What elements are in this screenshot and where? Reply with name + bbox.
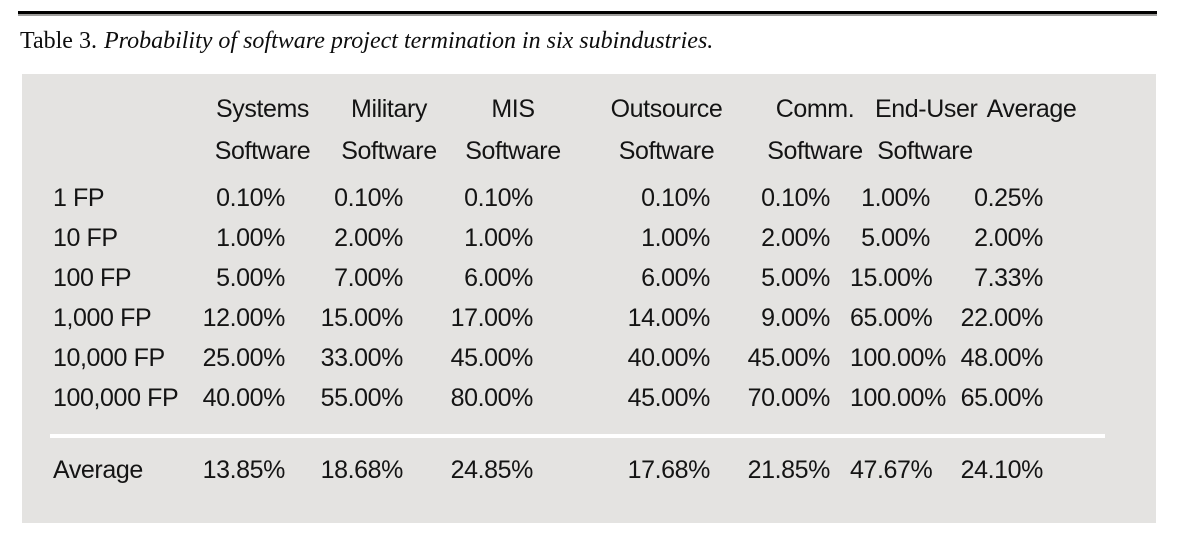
column-header-line2: Software xyxy=(341,137,437,165)
footer-cell: 17.68% xyxy=(627,456,710,484)
table-cell: 6.00% xyxy=(641,264,710,292)
table-cell: 33.00% xyxy=(320,344,403,372)
table-cell: 5.00% xyxy=(861,224,930,252)
column-header-line2: Software xyxy=(465,137,561,165)
row-label: 1 FP xyxy=(53,184,105,212)
table-cell: 100.00% xyxy=(850,384,946,412)
header-spacer xyxy=(22,88,170,172)
table-cell: 2.00% xyxy=(334,224,403,252)
caption-text: Probability of software project termination in six subindustries. xyxy=(103,28,714,54)
table-cell: 22.00% xyxy=(960,304,1043,332)
column-header-line2: Software xyxy=(214,137,311,165)
table-cell: 100.00% xyxy=(850,344,946,372)
table-cell: 1.00% xyxy=(641,224,710,252)
column-header-line1: Outsource xyxy=(610,95,723,123)
table-cell: 5.00% xyxy=(761,264,830,292)
table-cell: 70.00% xyxy=(747,384,830,412)
column-header-line1: Military xyxy=(351,95,427,123)
table-cell: 65.00% xyxy=(960,384,1043,412)
footer-cell: 18.68% xyxy=(320,456,403,484)
table-cell: 40.00% xyxy=(627,344,710,372)
table-cell: 45.00% xyxy=(747,344,830,372)
footer-label: Average xyxy=(53,456,143,484)
column-header-line1: End-User xyxy=(875,95,978,123)
row-label: 100,000 FP xyxy=(53,384,179,412)
row-label: 10,000 FP xyxy=(53,344,165,372)
table-caption xyxy=(20,27,713,55)
top-rule xyxy=(18,11,1157,16)
column-header-outsource xyxy=(578,88,755,172)
footer-cell: 13.85% xyxy=(202,456,285,484)
table-cell: 2.00% xyxy=(761,224,830,252)
table-cell: 7.33% xyxy=(974,264,1043,292)
table-body xyxy=(22,178,1156,418)
column-header-line2: Software xyxy=(767,137,863,165)
column-header-average xyxy=(975,88,1088,172)
column-header-enduser xyxy=(875,88,978,172)
table-header-row xyxy=(22,88,1156,172)
table-cell: 0.10% xyxy=(761,184,830,212)
column-header-military xyxy=(330,88,448,172)
table-cell: 45.00% xyxy=(450,344,533,372)
row-label: 1,000 FP xyxy=(53,304,152,332)
table-cell: 15.00% xyxy=(320,304,403,332)
table-cell: 14.00% xyxy=(627,304,710,332)
column-header-comm xyxy=(755,88,875,172)
table-cell: 80.00% xyxy=(450,384,533,412)
table-cell: 0.10% xyxy=(641,184,710,212)
column-header-line1: MIS xyxy=(491,95,535,123)
table-cell: 1.00% xyxy=(861,184,930,212)
caption-number: Table 3. xyxy=(20,28,97,54)
table-cell: 7.00% xyxy=(334,264,403,292)
column-header-systems xyxy=(195,88,330,172)
column-header-line1: Average xyxy=(986,95,1077,123)
table-cell: 5.00% xyxy=(216,264,285,292)
column-header-line1: Systems xyxy=(215,95,310,123)
table-cell: 65.00% xyxy=(850,304,933,332)
table-cell: 45.00% xyxy=(627,384,710,412)
table-cell: 1.00% xyxy=(216,224,285,252)
row-label: 10 FP xyxy=(53,224,118,252)
table-footer-row xyxy=(22,450,1156,490)
table-cell: 1.00% xyxy=(464,224,533,252)
footer-cell: 24.85% xyxy=(450,456,533,484)
table-cell: 0.10% xyxy=(464,184,533,212)
table-cell: 2.00% xyxy=(974,224,1043,252)
table-cell: 55.00% xyxy=(320,384,403,412)
footer-cell: 24.10% xyxy=(960,456,1043,484)
table-cell: 17.00% xyxy=(450,304,533,332)
table-cell: 12.00% xyxy=(202,304,285,332)
table-cell: 15.00% xyxy=(850,264,933,292)
column-header-mis xyxy=(448,88,578,172)
table-cell: 0.25% xyxy=(974,184,1043,212)
table-cell: 6.00% xyxy=(464,264,533,292)
table-cell: 9.00% xyxy=(761,304,830,332)
table-cell: 25.00% xyxy=(202,344,285,372)
footer-separator-line xyxy=(50,434,1105,438)
table-cell: 0.10% xyxy=(334,184,403,212)
table-panel xyxy=(22,74,1156,523)
table-cell: 40.00% xyxy=(202,384,285,412)
row-label: 100 FP xyxy=(53,264,132,292)
table-cell: 0.10% xyxy=(216,184,285,212)
column-header-line1: Comm. xyxy=(775,95,855,123)
footer-cell: 21.85% xyxy=(747,456,830,484)
column-header-line2: Software xyxy=(618,137,715,165)
footer-cell: 47.67% xyxy=(850,456,933,484)
column-header-line2: Software xyxy=(877,137,973,165)
table-cell: 48.00% xyxy=(960,344,1043,372)
